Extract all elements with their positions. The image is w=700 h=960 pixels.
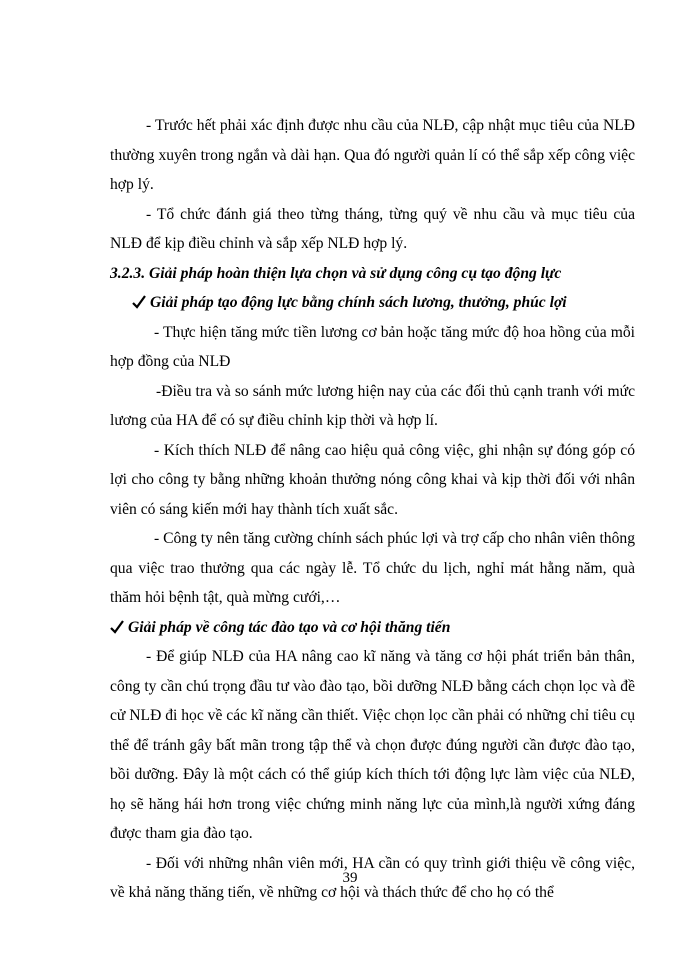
subheading-training-solutions [110, 613, 635, 643]
paragraph-salary-survey: -Điều tra và so sánh mức lương hiện nay của các đối thủ cạnh tranh với mức lương của HA để có sự điều chỉnh kịp thời và hợp lí. [110, 382, 635, 429]
document-page [110, 111, 635, 908]
paragraph-salary-increase: - Thực hiện tăng mức tiền lương cơ bản hoặc tăng mức độ hoa hồng của mỗi hợp đồng của NLĐ [110, 323, 635, 370]
checkmark-icon [110, 620, 124, 634]
page-number: 39 [342, 870, 358, 886]
paragraph-training: - Để giúp NLĐ của HA nâng cao kĩ năng và tăng cơ hội phát triển bản thân, công ty cần chú trọng đầu tư vào đào tạo, bồi dưỡng NLĐ bằng cách chọn lọc và đề cử NLĐ đi học về các kĩ năng cần thiết. Việc chọn lọc cần phải có những chỉ tiêu cụ thể để tránh gây bất mãn trong tập thể và chọn được đúng người cần được đào tạo, bồi dưỡng. Đây là một cách có thể giúp kích thích tới động lực làm việc của NLĐ, họ sẽ hăng hái hơn trong việc chứng minh năng lực của mình,là người xứng đáng được tham gia đào tạo. [110, 648, 635, 842]
paragraph-needs-assessment: - Trước hết phải xác định được nhu cầu của NLĐ, cập nhật mục tiêu của NLĐ thường xuyên trong ngắn và dài hạn. Qua đó người quản lí có thể sắp xếp công việc hợp lý. [110, 117, 635, 193]
subheading-salary-solutions [110, 288, 635, 318]
paragraph-new-employees: - Đối với những nhân viên mới, HA cần có quy trình giới thiệu về công việc, về khả năng thăng tiến, về những cơ hội và thách thức để cho họ có thể [110, 854, 635, 901]
paragraph-bonus: - Kích thích NLĐ để nâng cao hiệu quả công việc, ghi nhận sự đóng góp có lợi cho công ty bằng những khoản thưởng nóng công khai và kịp thời đối với nhân viên có sáng kiến mới hay thành tích xuất sắc. [110, 441, 635, 518]
paragraph-evaluation: - Tổ chức đánh giá theo từng tháng, từng quý về nhu cầu và mục tiêu của NLĐ để kịp điều chỉnh và sắp xếp NLĐ hợp lý. [110, 205, 635, 252]
subheading-salary-text: Giải pháp tạo động lực bằng chính sách lương, thưởng, phúc lợi [150, 294, 567, 311]
section-heading-3-2-3: 3.2.3. Giải pháp hoàn thiện lựa chọn và sử dụng công cụ tạo động lực [110, 264, 562, 282]
paragraph-welfare: - Công ty nên tăng cường chính sách phúc lợi và trợ cấp cho nhân viên thông qua việc trao thưởng qua các ngày lễ. Tổ chức du lịch, nghỉ mát hằng năm, quà thăm hỏi bệnh tật, quà mừng cưới,… [110, 530, 635, 606]
checkmark-icon [132, 295, 146, 309]
subheading-training-text: Giải pháp về công tác đào tạo và cơ hội thăng tiến [128, 618, 451, 636]
